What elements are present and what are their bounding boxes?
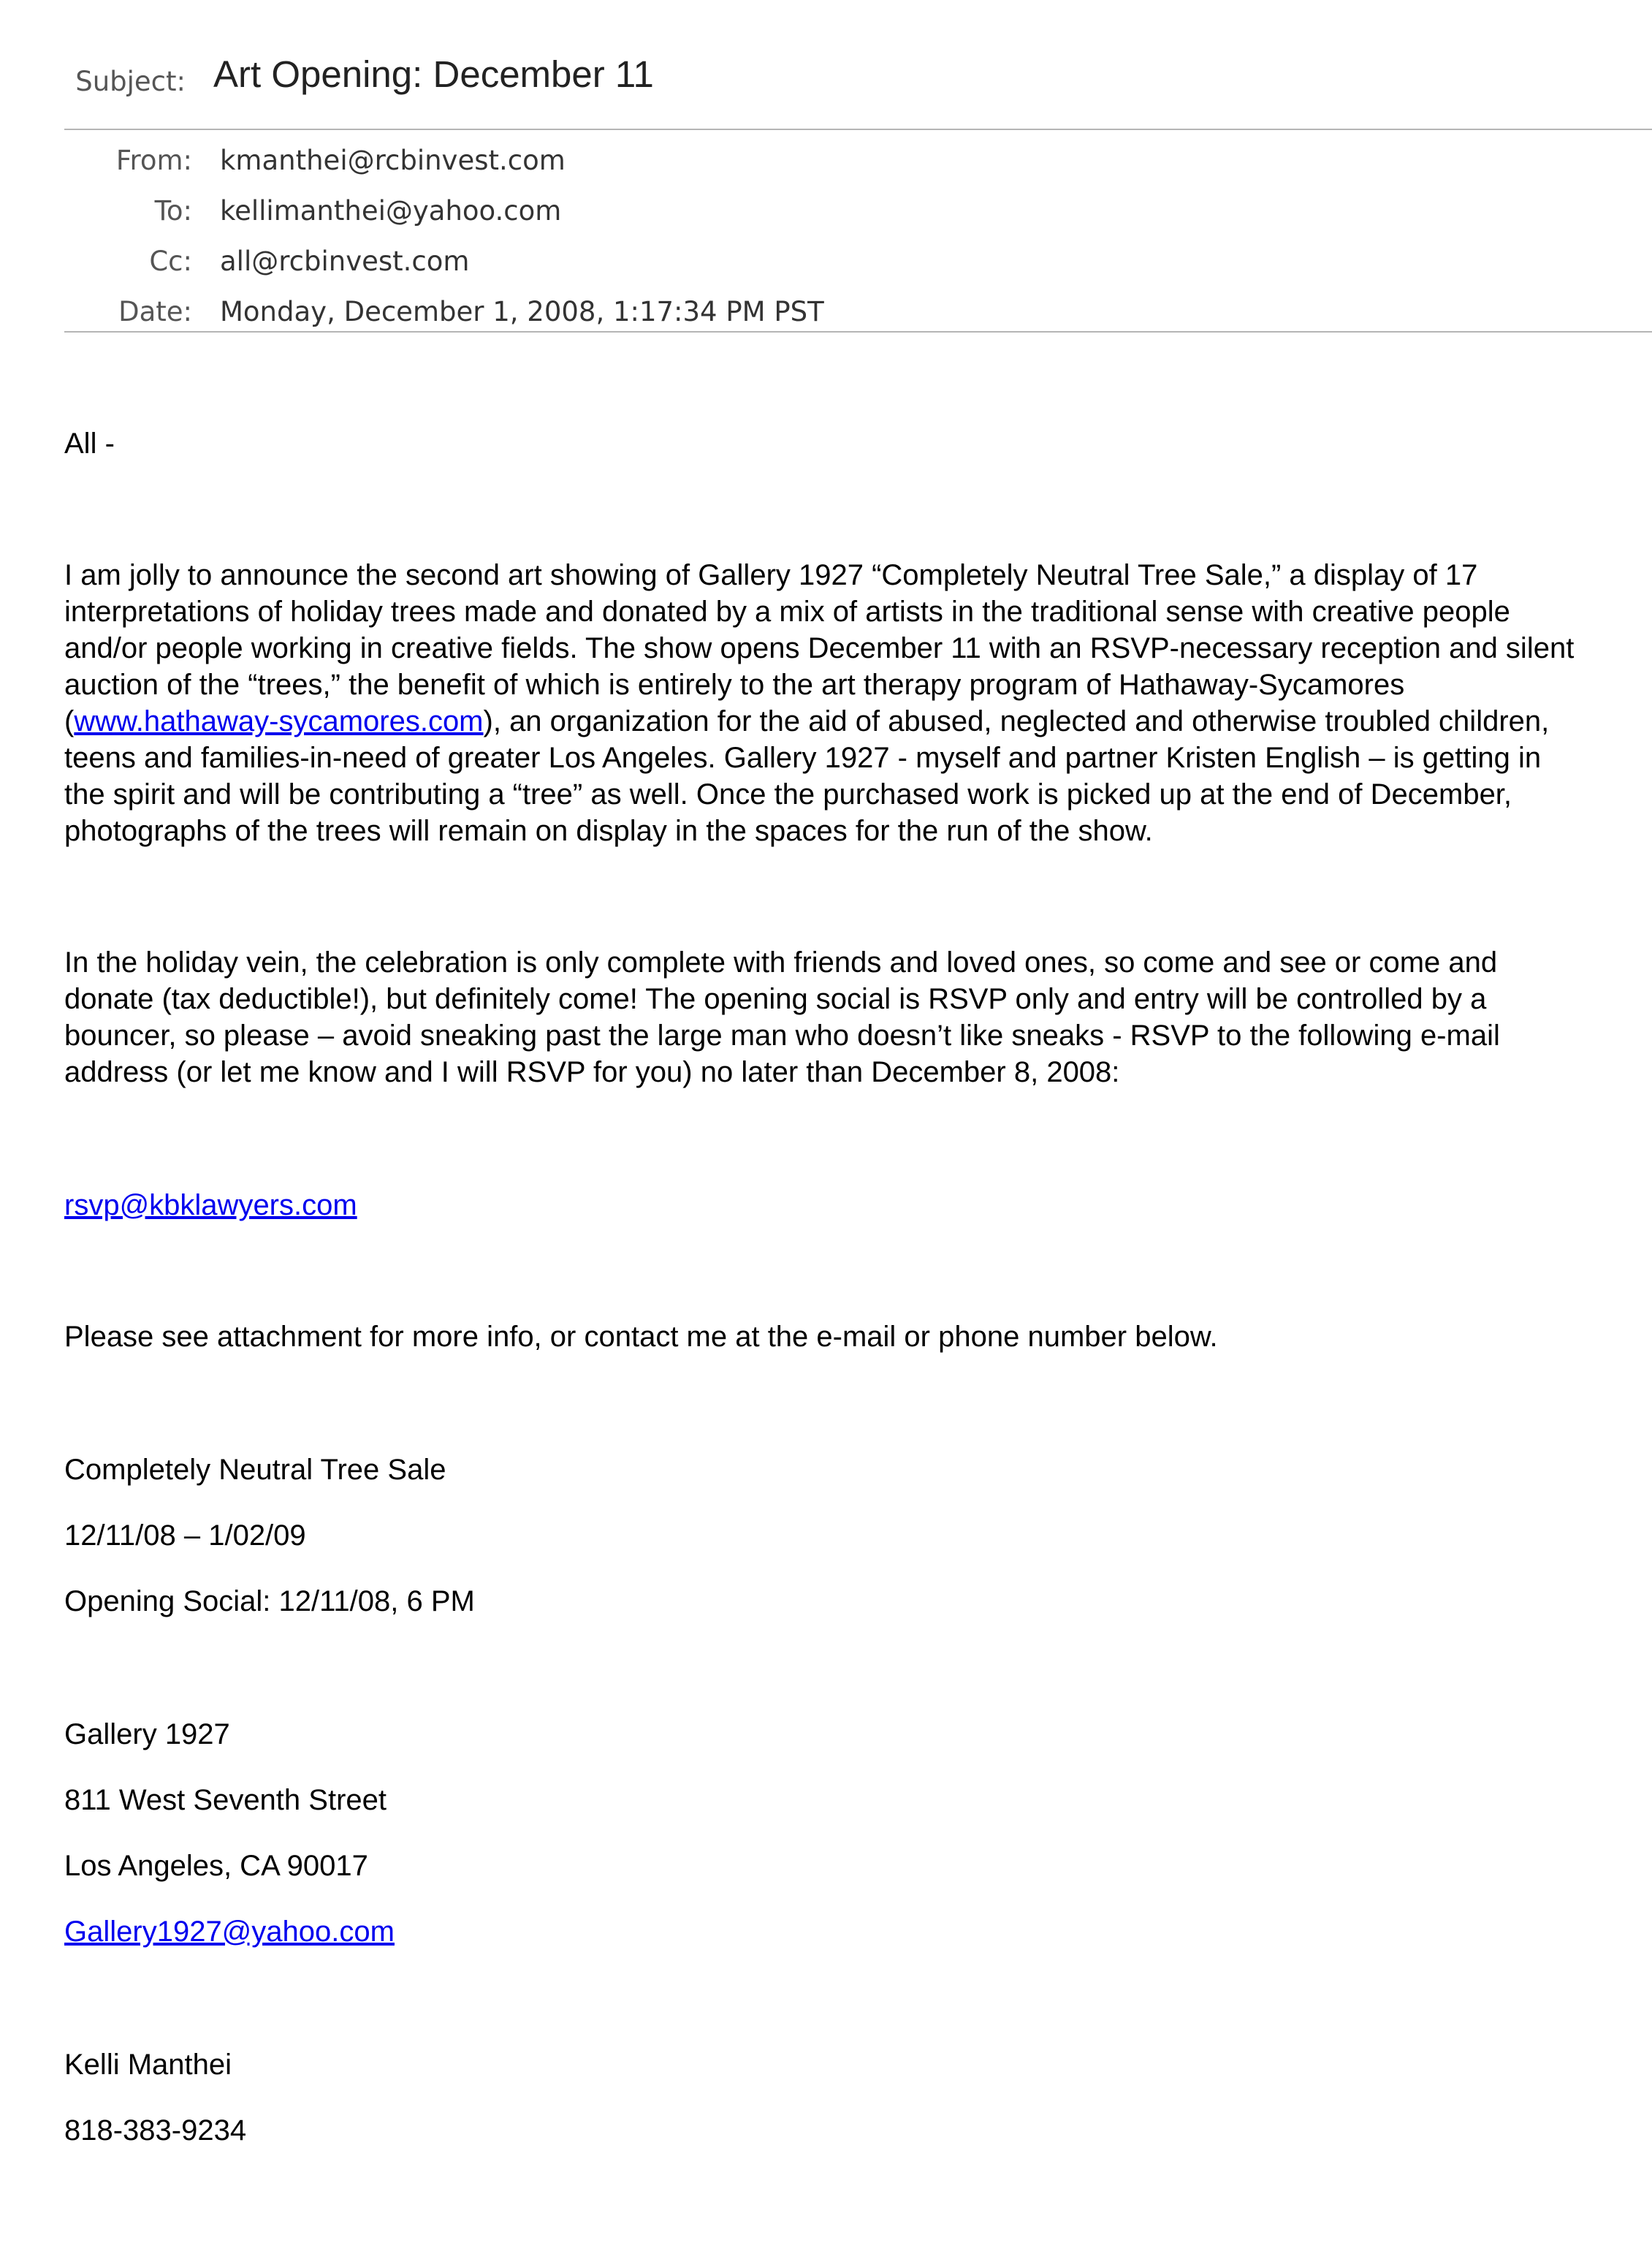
paragraph-line	[64, 703, 1643, 740]
email-subject: Art Opening: December 11	[213, 53, 654, 95]
paragraph-line: I am jolly to announce the second art showing of Gallery 1927 “Completely Neutral Tree Sale,” a display of 17	[64, 559, 1478, 591]
header-divider-top	[64, 129, 1652, 130]
cc-address[interactable]: all@rcbinvest.com	[220, 246, 470, 277]
opening-social: Opening Social: 12/11/08, 6 PM	[64, 1585, 475, 1617]
paragraph-line: teens and families-in-need of greater Los Angeles. Gallery 1927 - myself and partner Kristen English – is getting in	[64, 742, 1542, 774]
date-value: Monday, December 1, 2008, 1:17:34 PM PST	[220, 296, 824, 327]
header-divider-bottom	[64, 331, 1652, 333]
rsvp-line	[64, 1187, 1643, 1223]
paragraph-line: In the holiday vein, the celebration is only complete with friends and loved ones, so come and see or come and	[64, 946, 1498, 979]
paragraph-line: address (or let me know and I will RSVP for you) no later than December 8, 2008:	[64, 1056, 1120, 1088]
event-name: Completely Neutral Tree Sale	[64, 1454, 446, 1486]
paragraph-line: interpretations of holiday trees made and donated by a mix of artists in the traditional sense with creative people	[64, 596, 1510, 628]
to-label: To:	[154, 195, 192, 227]
cc-row	[0, 246, 1652, 289]
gallery-name: Gallery 1927	[64, 1718, 230, 1750]
signature-phone: 818-383-9234	[64, 2114, 247, 2147]
greeting: All -	[64, 428, 115, 460]
hathaway-link[interactable]: www.hathaway-sycamores.com	[74, 705, 484, 737]
date-row	[0, 296, 1652, 340]
to-address[interactable]: kellimanthei@yahoo.com	[220, 195, 562, 227]
subject-row	[0, 53, 1652, 111]
gallery-email-link[interactable]: Gallery1927@yahoo.com	[64, 1916, 395, 1948]
paragraph-announcement	[64, 557, 1643, 849]
gallery-email-line	[64, 1913, 1643, 1950]
from-row	[0, 145, 1652, 189]
paragraph-line: the spirit and will be contributing a “tree” as well. Once the purchased work is picked up at the end of December,	[64, 778, 1512, 811]
cc-label: Cc:	[149, 246, 192, 277]
paragraph-line: and/or people working in creative fields. The show opens December 11 with an RSVP-necessary reception and silent	[64, 632, 1575, 664]
date-label: Date:	[118, 296, 192, 327]
paren-open: (	[64, 705, 75, 737]
paragraph-invitation	[64, 944, 1643, 1090]
gallery-street: 811 West Seventh Street	[64, 1784, 387, 1816]
paragraph-line: bouncer, so please – avoid sneaking past the large man who doesn’t like sneaks - RSVP to the following e-mail	[64, 1020, 1500, 1052]
subject-label: Subject:	[75, 66, 186, 97]
event-dates: 12/11/08 – 1/02/09	[64, 1519, 306, 1552]
rsvp-email-link[interactable]: rsvp@kbklawyers.com	[64, 1189, 357, 1221]
signature-name: Kelli Manthei	[64, 2049, 232, 2081]
attachment-note: Please see attachment for more info, or contact me at the e-mail or phone number below.	[64, 1321, 1218, 1353]
from-label: From:	[115, 145, 192, 176]
paragraph-line: donate (tax deductible!), but definitely come! The opening social is RSVP only and entry will be controlled by a	[64, 983, 1487, 1015]
from-address[interactable]: kmanthei@rcbinvest.com	[220, 145, 566, 176]
to-row	[0, 195, 1652, 239]
paragraph-line: auction of the “trees,” the benefit of which is entirely to the art therapy program of Hathaway-Sycamores	[64, 669, 1405, 701]
gallery-city: Los Angeles, CA 90017	[64, 1850, 368, 1882]
paragraph-line: photographs of the trees will remain on display in the spaces for the run of the show.	[64, 815, 1153, 847]
paragraph-line-rest: ), an organization for the aid of abused, neglected and otherwise troubled children,	[483, 705, 1550, 737]
